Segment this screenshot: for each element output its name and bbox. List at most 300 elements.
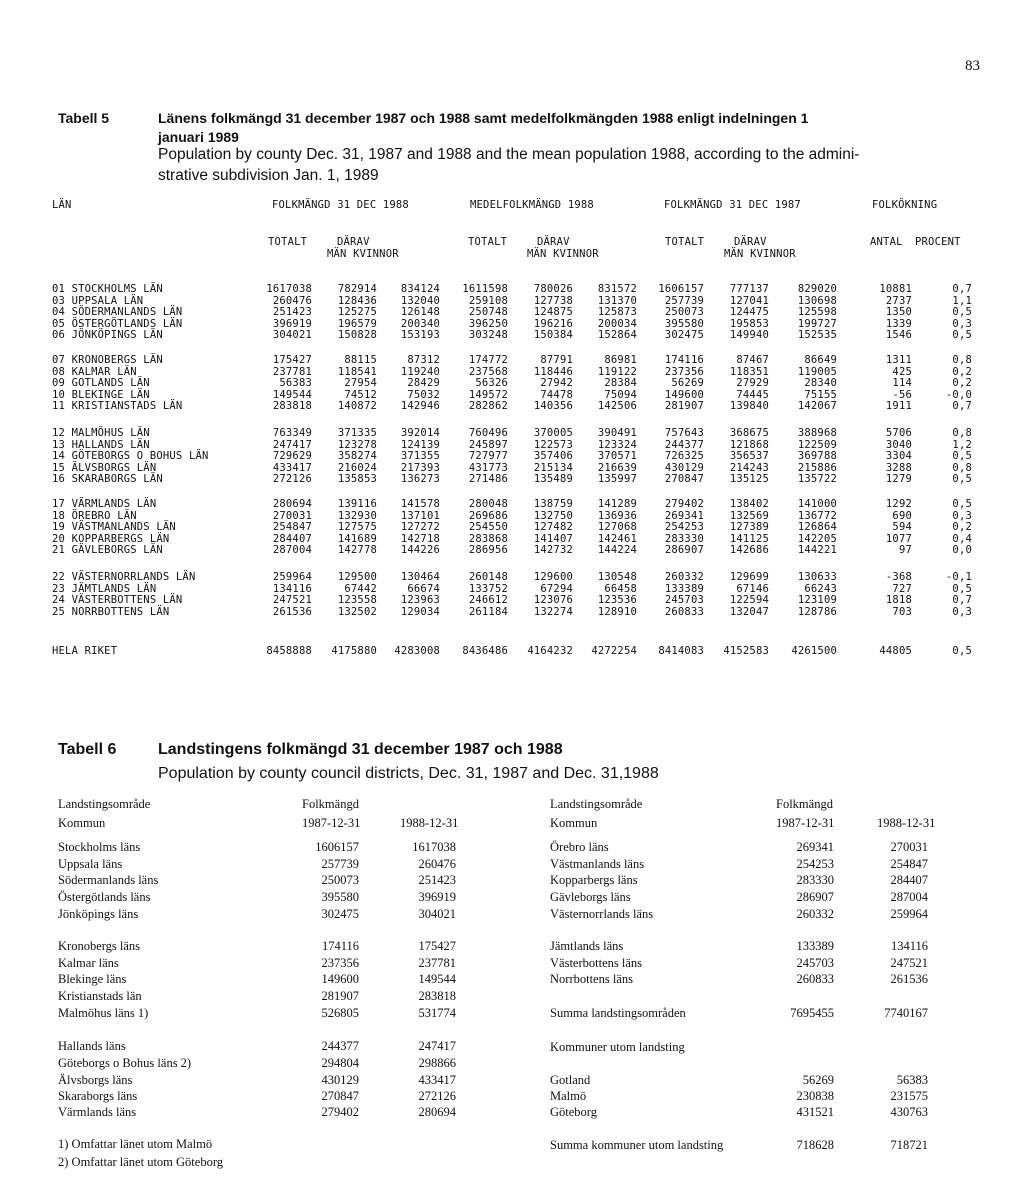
- sum-1987: 718628: [796, 1138, 834, 1152]
- county-name: 25 NORRBOTTENS LÄN: [52, 605, 170, 618]
- sub-header-mankv-medel: MÄN KVINNOR: [527, 248, 599, 260]
- table-cell: 3304: [885, 450, 912, 463]
- county-name: 08 KALMAR LÄN: [52, 365, 137, 378]
- table-cell: 153193: [400, 329, 440, 342]
- district-name: Hallands läns: [58, 1039, 126, 1053]
- table-cell: 118351: [729, 365, 769, 378]
- county-name: 19 VÄSTMANLANDS LÄN: [52, 521, 176, 534]
- table-cell: 128910: [597, 605, 637, 618]
- table-cell: 395580: [664, 317, 704, 330]
- population-1987: 270847: [321, 1089, 359, 1103]
- table-cell: 260332: [664, 571, 704, 583]
- table-cell: 149544: [272, 388, 312, 401]
- table-cell: 0,2: [952, 521, 972, 534]
- table-cell: 270847: [664, 473, 704, 486]
- table-cell: 1339: [885, 317, 912, 330]
- table-cell: 1546: [885, 329, 912, 342]
- population-1988: 270031: [890, 840, 928, 854]
- table-cell: 114: [892, 377, 912, 390]
- table-cell: 280694: [272, 498, 312, 510]
- table-cell: 129500: [337, 571, 377, 583]
- table-cell: 0,3: [952, 605, 972, 618]
- population-1988: 175427: [418, 939, 456, 953]
- head-right-folk: Folkmängd: [776, 797, 833, 811]
- county-name: 12 MALMÖHUS LÄN: [52, 427, 150, 439]
- population-1987: 257739: [321, 857, 359, 871]
- district-name: Västernorrlands läns: [550, 907, 654, 921]
- table-cell: 144224: [597, 544, 637, 557]
- district-name: Västerbottens läns: [550, 956, 642, 970]
- table-cell: 195853: [729, 317, 769, 330]
- table-cell: 260148: [468, 571, 508, 583]
- table-cell: 152535: [797, 329, 837, 342]
- district-name: Södermanlands läns: [58, 873, 159, 887]
- col-header-folk87: FOLKMÄNGD 31 DEC 1987: [664, 199, 801, 211]
- table-cell: 237781: [272, 365, 312, 378]
- table-cell: 0,0: [952, 544, 972, 557]
- table-cell: 0,5: [952, 329, 972, 342]
- table-cell: 834124: [400, 283, 440, 295]
- district-name: Västmanlands läns: [550, 857, 645, 871]
- table-cell: 122594: [729, 594, 769, 607]
- table-cell: 133389: [664, 582, 704, 595]
- table-cell: 137101: [400, 509, 440, 522]
- table-cell: 66243: [804, 582, 837, 595]
- table-cell: 431773: [468, 461, 508, 474]
- table-cell: 118446: [533, 365, 573, 378]
- table-cell: 139116: [337, 498, 377, 510]
- table-5-title-sv: Länens folkmängd 31 december 1987 och 1988 samt medelfolkmängden 1988 enligt indelningen 1: [158, 110, 809, 126]
- table-cell: 215134: [533, 461, 573, 474]
- table-cell: 75155: [804, 388, 837, 401]
- table-5-title-sv-cont: januari 1989: [158, 129, 239, 145]
- sub-header-mankv-88: MÄN KVINNOR: [327, 248, 399, 260]
- population-1988: 283818: [418, 989, 456, 1003]
- table-cell: 149940: [729, 329, 769, 342]
- table-cell: 174116: [664, 354, 704, 366]
- district-name: Jämtlands läns: [550, 939, 624, 953]
- population-1988: 251423: [418, 873, 456, 887]
- district-name: Norrbottens läns: [550, 972, 633, 986]
- head-right-lsk: Landstingsområde: [550, 797, 643, 811]
- table-cell: 141000: [797, 498, 837, 510]
- sub-header-total-88: TOTALT: [268, 236, 308, 248]
- table-cell: 27954: [344, 377, 377, 390]
- head-left-kommun: Kommun: [58, 816, 106, 830]
- table-cell: 200034: [597, 317, 637, 330]
- table-cell: 250748: [468, 306, 508, 319]
- table-cell: 150384: [533, 329, 573, 342]
- table-6-title-sv: Landstingens folkmängd 31 december 1987 och 1988: [158, 741, 563, 758]
- table-cell: 261184: [468, 605, 508, 618]
- table-cell: 247417: [272, 438, 312, 451]
- table-cell: 67146: [736, 582, 769, 595]
- table-cell: 123963: [400, 594, 440, 607]
- table-cell: 257739: [664, 294, 704, 307]
- table-cell: 132040: [400, 294, 440, 307]
- district-name: Örebro läns: [550, 840, 609, 854]
- table-cell: 132047: [729, 605, 769, 618]
- sub-header-procent: PROCENT: [915, 236, 961, 248]
- table-cell: 133752: [468, 582, 508, 595]
- table-cell: -56: [892, 388, 912, 401]
- table-cell: 142946: [400, 400, 440, 413]
- population-1988: 231575: [890, 1089, 928, 1103]
- table-cell: 780026: [533, 283, 573, 295]
- table-cell: 66458: [604, 582, 637, 595]
- table-cell: 0,7: [952, 283, 972, 295]
- table-cell: 118541: [337, 365, 377, 378]
- district-name: Blekinge läns: [58, 972, 127, 986]
- table-cell: 144226: [400, 544, 440, 557]
- county-name: 20 KOPPARBERGS LÄN: [52, 532, 170, 545]
- table-cell: 119240: [400, 365, 440, 378]
- table-cell: 0,3: [952, 509, 972, 522]
- table-cell: 782914: [337, 283, 377, 295]
- population-1988: 1617038: [412, 840, 456, 854]
- table-cell: 0,3: [952, 317, 972, 330]
- population-1987: 149600: [321, 972, 359, 986]
- table-cell: 425: [892, 365, 912, 378]
- table-cell: 200340: [400, 317, 440, 330]
- table-cell: 131370: [597, 294, 637, 307]
- municipality-name: Göteborg: [550, 1105, 597, 1119]
- table-cell: 75094: [604, 388, 637, 401]
- table-cell: 130548: [597, 571, 637, 583]
- county-name: 15 ÄLVSBORGS LÄN: [52, 461, 157, 474]
- table-cell: 10881: [879, 283, 912, 295]
- table-cell: 86649: [804, 354, 837, 366]
- table-cell: 703: [892, 605, 912, 618]
- county-name: 06 JÖNKÖPINGS LÄN: [52, 329, 163, 342]
- table-cell: 261536: [272, 605, 312, 618]
- table-cell: 370571: [597, 450, 637, 463]
- table-cell: 269341: [664, 509, 704, 522]
- table-cell: 149572: [468, 388, 508, 401]
- district-name: Uppsala läns: [58, 857, 123, 871]
- table-cell: 56269: [671, 377, 704, 390]
- table-cell: 3040: [885, 438, 912, 451]
- sum-1988: 7740167: [884, 1006, 928, 1020]
- table-cell: 282862: [468, 400, 508, 413]
- table-cell: 124475: [729, 306, 769, 319]
- table-cell: 67442: [344, 582, 377, 595]
- table-cell: 87791: [540, 354, 573, 366]
- table-cell: 279402: [664, 498, 704, 510]
- table-cell: 0,5: [952, 306, 972, 319]
- county-name: 21 GÄVLEBORGS LÄN: [52, 544, 163, 557]
- table-cell: 123324: [597, 438, 637, 451]
- kommuner-utom-heading: Kommuner utom landsting: [550, 1040, 685, 1054]
- table-cell: 594: [892, 521, 912, 534]
- table-cell: 75032: [407, 388, 440, 401]
- table-cell: 122509: [797, 438, 837, 451]
- county-name: 10 BLEKINGE LÄN: [52, 388, 150, 401]
- population-1987: 279402: [321, 1105, 359, 1119]
- table-5-title-en-cont: strative subdivision Jan. 1, 1989: [158, 167, 379, 184]
- table-cell: 777137: [729, 283, 769, 295]
- population-1988: 134116: [890, 939, 928, 953]
- population-1988: 531774: [418, 1006, 456, 1020]
- table-cell: 388968: [797, 427, 837, 439]
- table-cell: 150828: [337, 329, 377, 342]
- table-cell: 763349: [272, 427, 312, 439]
- table-cell: 831572: [597, 283, 637, 295]
- table-cell: 142205: [797, 532, 837, 545]
- table-cell: 303248: [468, 329, 508, 342]
- table-cell: 433417: [272, 461, 312, 474]
- county-name: 03 UPPSALA LÄN: [52, 294, 144, 307]
- table-cell: 281907: [664, 400, 704, 413]
- district-name: Kopparbergs läns: [550, 873, 638, 887]
- table-cell: 66674: [407, 582, 440, 595]
- table-cell: 304021: [272, 329, 312, 342]
- table-cell: 142506: [597, 400, 637, 413]
- population-1987: 244377: [321, 1039, 359, 1053]
- table-cell: 27942: [540, 377, 573, 390]
- table-cell: -368: [885, 571, 912, 583]
- population-1988: 237781: [418, 956, 456, 970]
- table-cell: 119122: [597, 365, 637, 378]
- table-cell: 152864: [597, 329, 637, 342]
- table-cell: 135853: [337, 473, 377, 486]
- population-1988: 430763: [890, 1105, 928, 1119]
- district-name: Malmöhus läns 1): [58, 1006, 149, 1020]
- col-header-folk88: FOLKMÄNGD 31 DEC 1988: [272, 199, 409, 211]
- table-5-label: Tabell 5: [58, 110, 110, 126]
- table-cell: 270031: [272, 509, 312, 522]
- col-header-okning: FOLKÖKNING: [872, 199, 938, 211]
- population-1988: 247521: [890, 956, 928, 970]
- table-cell: 430129: [664, 461, 704, 474]
- table-cell: 246612: [468, 594, 508, 607]
- table-cell: 244377: [664, 438, 704, 451]
- table-cell: 358274: [337, 450, 377, 463]
- total-label: HELA RIKET: [52, 645, 118, 657]
- population-1988: 259964: [890, 907, 928, 921]
- table-cell: 196579: [337, 317, 377, 330]
- table-cell: 760496: [468, 427, 508, 439]
- table-cell: 27929: [736, 377, 769, 390]
- table-cell: 141289: [597, 498, 637, 510]
- table-cell: 302475: [664, 329, 704, 342]
- table-cell: 132750: [533, 509, 573, 522]
- col-header-medel: MEDELFOLKMÄNGD 1988: [470, 199, 594, 211]
- table-cell: 1,2: [952, 438, 972, 451]
- sub-header-darav-88: DÄRAV: [337, 236, 370, 248]
- total-cell: 8458888: [266, 645, 312, 657]
- county-name: 05 ÖSTERGÖTLANDS LÄN: [52, 317, 183, 330]
- table-cell: 216024: [337, 461, 377, 474]
- table-cell: 126864: [797, 521, 837, 534]
- table-cell: 1606157: [658, 283, 704, 295]
- table-cell: 123558: [337, 594, 377, 607]
- table-cell: 727977: [468, 450, 508, 463]
- county-name: 11 KRISTIANSTADS LÄN: [52, 400, 183, 413]
- population-1988: 304021: [418, 907, 456, 921]
- population-1987: 431521: [796, 1105, 834, 1119]
- table-cell: 0,5: [952, 582, 972, 595]
- table-cell: 123278: [337, 438, 377, 451]
- table-cell: 251423: [272, 306, 312, 319]
- table-cell: 74445: [736, 388, 769, 401]
- table-cell: 254253: [664, 521, 704, 534]
- table-cell: 144221: [797, 544, 837, 557]
- table-cell: 142686: [729, 544, 769, 557]
- table-cell: 142732: [533, 544, 573, 557]
- population-1987: 254253: [796, 857, 834, 871]
- table-cell: 0,7: [952, 594, 972, 607]
- table-cell: 129034: [400, 605, 440, 618]
- table-cell: 127482: [533, 521, 573, 534]
- table-cell: 0,2: [952, 365, 972, 378]
- district-name: Stockholms läns: [58, 840, 141, 854]
- municipality-name: Gotland: [550, 1073, 591, 1087]
- table-cell: 369788: [797, 450, 837, 463]
- population-1987: 302475: [321, 907, 359, 921]
- table-cell: 370005: [533, 427, 573, 439]
- table-cell: -0,0: [945, 388, 972, 401]
- population-1988: 433417: [418, 1073, 456, 1087]
- sub-header-total-medel: TOTALT: [468, 236, 508, 248]
- table-cell: 141689: [337, 532, 377, 545]
- table-cell: 142778: [337, 544, 377, 557]
- table-cell: 67294: [540, 582, 573, 595]
- table-cell: 132930: [337, 509, 377, 522]
- table-cell: 56383: [279, 377, 312, 390]
- table-cell: 368675: [729, 427, 769, 439]
- head-left-1988: 1988-12-31: [400, 816, 459, 830]
- footnote-1: 1) Omfattar länet utom Malmö: [58, 1137, 213, 1151]
- county-name: 01 STOCKHOLMS LÄN: [52, 283, 163, 295]
- table-cell: 141578: [400, 498, 440, 510]
- table-cell: 128786: [797, 605, 837, 618]
- population-1987: 395580: [321, 890, 359, 904]
- municipality-name: Malmö: [550, 1089, 587, 1103]
- table-cell: 260476: [272, 294, 312, 307]
- table-cell: 1350: [885, 306, 912, 319]
- table-cell: 287004: [272, 544, 312, 557]
- county-name: 18 ÖREBRO LÄN: [52, 509, 137, 522]
- table-cell: 1077: [885, 532, 912, 545]
- table-cell: 140872: [337, 400, 377, 413]
- table-cell: 286956: [468, 544, 508, 557]
- page-number: 83: [965, 58, 980, 74]
- table-cell: 130464: [400, 571, 440, 583]
- table-cell: 135489: [533, 473, 573, 486]
- population-1987: 260332: [796, 907, 834, 921]
- table-cell: 245897: [468, 438, 508, 451]
- table-cell: 127068: [597, 521, 637, 534]
- population-1987: 133389: [796, 939, 834, 953]
- total-cell: 4152583: [723, 645, 769, 657]
- total-cell: 4272254: [591, 645, 637, 657]
- county-name: 17 VÄRMLANDS LÄN: [52, 498, 157, 510]
- population-1987: 281907: [321, 989, 359, 1003]
- table-cell: 2737: [885, 294, 912, 307]
- table-cell: 127272: [400, 521, 440, 534]
- table-cell: 286907: [664, 544, 704, 557]
- table-cell: 135997: [597, 473, 637, 486]
- total-cell: 4283008: [394, 645, 440, 657]
- table-cell: 199727: [797, 317, 837, 330]
- table-cell: 280048: [468, 498, 508, 510]
- table-cell: 283868: [468, 532, 508, 545]
- table-cell: 122573: [533, 438, 573, 451]
- table-cell: 87467: [736, 354, 769, 366]
- table-cell: 690: [892, 509, 912, 522]
- table-cell: 74478: [540, 388, 573, 401]
- table-cell: 0,2: [952, 377, 972, 390]
- sub-header-darav-87: DÄRAV: [734, 236, 767, 248]
- table-cell: 56326: [475, 377, 508, 390]
- population-1988: 272126: [418, 1089, 456, 1103]
- table-cell: 729629: [272, 450, 312, 463]
- head-left-folk: Folkmängd: [302, 797, 359, 811]
- table-cell: 125275: [337, 306, 377, 319]
- county-name: 09 GOTLANDS LÄN: [52, 377, 150, 390]
- population-1987: 56269: [802, 1073, 834, 1087]
- table-cell: 132569: [729, 509, 769, 522]
- table-6-label: Tabell 6: [58, 741, 117, 758]
- table-cell: 135125: [729, 473, 769, 486]
- population-1987: 294804: [321, 1056, 359, 1070]
- head-left-lsk: Landstingsområde: [58, 797, 151, 811]
- table-cell: 124139: [400, 438, 440, 451]
- table-cell: 1911: [885, 400, 912, 413]
- total-cell: 44805: [879, 645, 912, 657]
- table-cell: 259964: [272, 571, 312, 583]
- table-cell: 0,5: [952, 473, 972, 486]
- population-1987: 269341: [796, 840, 834, 854]
- table-cell: 1617038: [266, 283, 312, 295]
- table-cell: 130698: [797, 294, 837, 307]
- population-1987: 430129: [321, 1073, 359, 1087]
- table-cell: 259108: [468, 294, 508, 307]
- table-cell: 134116: [272, 582, 312, 595]
- table-cell: 284407: [272, 532, 312, 545]
- table-cell: 215886: [797, 461, 837, 474]
- table-cell: 141407: [533, 532, 573, 545]
- table-cell: 5706: [885, 427, 912, 439]
- table-cell: 829020: [797, 283, 837, 295]
- table-cell: 1818: [885, 594, 912, 607]
- table-cell: 269686: [468, 509, 508, 522]
- table-cell: 129600: [533, 571, 573, 583]
- table-cell: 396250: [468, 317, 508, 330]
- county-name: 07 KRONOBERGS LÄN: [52, 354, 163, 366]
- table-cell: 124875: [533, 306, 573, 319]
- table-cell: 127738: [533, 294, 573, 307]
- population-1988: 247417: [418, 1039, 456, 1053]
- sub-header-darav-medel: DÄRAV: [537, 236, 570, 248]
- district-name: Älvsborgs läns: [58, 1073, 133, 1087]
- sub-header-mankv-87: MÄN KVINNOR: [724, 248, 796, 260]
- table-cell: 127575: [337, 521, 377, 534]
- table-cell: 28384: [604, 377, 637, 390]
- table-cell: 128436: [337, 294, 377, 307]
- table-cell: 392014: [400, 427, 440, 439]
- table-cell: 138402: [729, 498, 769, 510]
- population-1987: 230838: [796, 1089, 834, 1103]
- district-name: Östergötlands läns: [58, 890, 151, 904]
- table-cell: 357406: [533, 450, 573, 463]
- table-cell: 74512: [344, 388, 377, 401]
- population-1988: 261536: [890, 972, 928, 986]
- county-name: 13 HALLANDS LÄN: [52, 438, 150, 451]
- table-cell: 125873: [597, 306, 637, 319]
- table-cell: 260833: [664, 605, 704, 618]
